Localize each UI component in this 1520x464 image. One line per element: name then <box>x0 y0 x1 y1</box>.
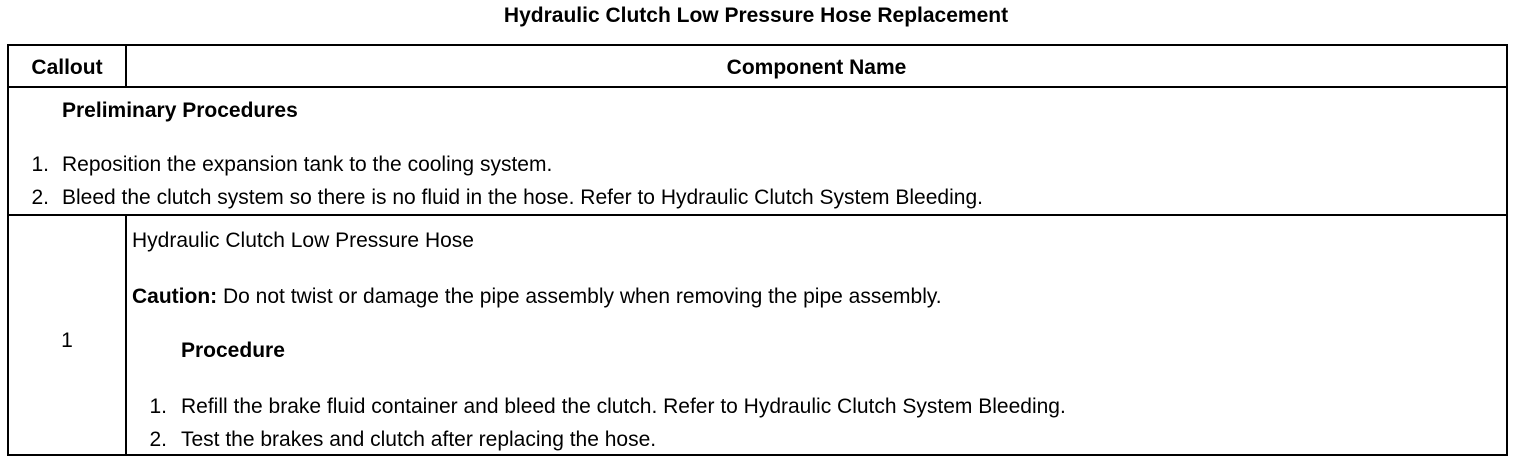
caution-text: Do not twist or damage the pipe assembly when removing the pipe assembly. <box>217 285 942 308</box>
procedure-step-number: 1. <box>149 395 167 418</box>
preliminary-step-number: 2. <box>31 186 49 209</box>
procedure-table <box>7 44 1508 456</box>
header-divider <box>125 46 127 86</box>
preliminary-row-border <box>9 214 1506 216</box>
preliminary-step-number: 1. <box>31 153 49 176</box>
preliminary-step-text: Reposition the expansion tank to the cooling system. <box>62 153 553 176</box>
page-title: Hydraulic Clutch Low Pressure Hose Replacement <box>503 4 1009 27</box>
callout-column-header: Callout <box>31 56 103 79</box>
procedure-step-text: Refill the brake fluid container and bleed the clutch. Refer to Hydraulic Clutch System Bleeding. <box>181 395 1066 418</box>
procedure-step-number: 2. <box>149 428 167 451</box>
row-divider <box>125 216 127 454</box>
procedure-heading: Procedure <box>181 339 285 362</box>
component-name: Hydraulic Clutch Low Pressure Hose <box>132 229 474 252</box>
header-row-border <box>9 86 1506 88</box>
component-name-column-header: Component Name <box>726 56 907 79</box>
caution-note <box>132 285 942 309</box>
callout-number: 1 <box>61 329 73 352</box>
preliminary-procedures-heading: Preliminary Procedures <box>62 99 298 122</box>
preliminary-step-text: Bleed the clutch system so there is no fluid in the hose. Refer to Hydraulic Clutch System Bleeding. <box>62 186 983 209</box>
caution-label: Caution: <box>132 285 218 308</box>
procedure-step-text: Test the brakes and clutch after replacing the hose. <box>181 428 657 451</box>
